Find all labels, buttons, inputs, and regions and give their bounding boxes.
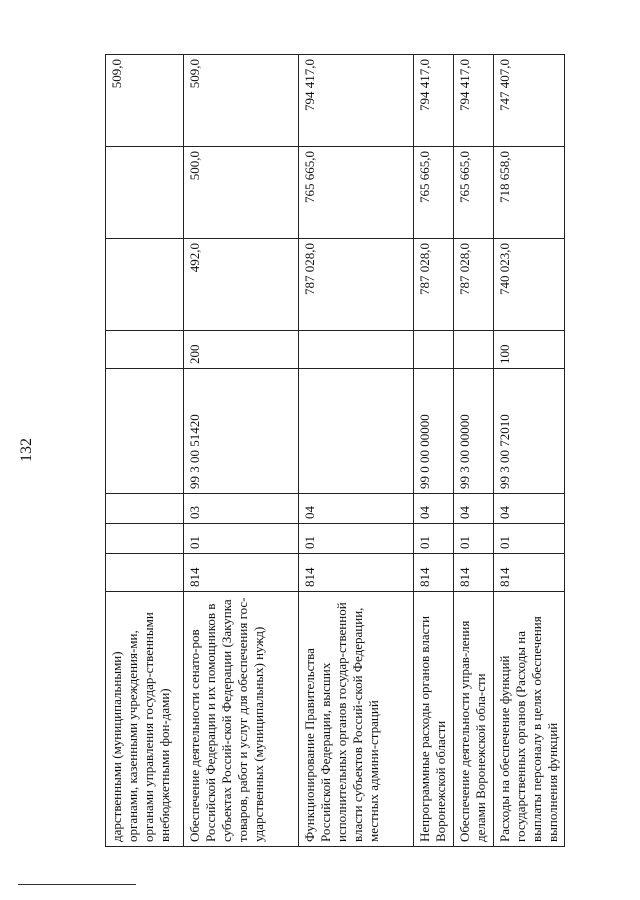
amount-year-1: 492,0 xyxy=(184,239,299,331)
footer-rule xyxy=(18,884,136,885)
target-article-code: 99 3 00 00000 xyxy=(454,369,494,494)
page-number: 132 xyxy=(18,438,35,462)
row-name: Непрограммные расходы органов власти Воронежской области xyxy=(414,592,454,847)
target-article-code xyxy=(299,369,414,494)
amount-year-2: 765 665,0 xyxy=(454,147,494,239)
expense-type-code: 100 xyxy=(494,331,565,369)
subsection-code: 04 xyxy=(454,494,494,524)
amount-year-1: 787 028,0 xyxy=(299,239,414,331)
target-article-code: 99 3 00 51420 xyxy=(184,369,299,494)
expense-type-code xyxy=(454,331,494,369)
row-name: дарственными (муниципальными) органами, казенными учреждения-ми, органами управления государ-ственными внебюджетными фон-дами) xyxy=(106,592,184,847)
table-row xyxy=(494,55,565,847)
ved-code xyxy=(106,554,184,592)
ved-code: 814 xyxy=(494,554,565,592)
amount-year-2: 718 658,0 xyxy=(494,147,565,239)
subsection-code: 04 xyxy=(414,494,454,524)
section-code: 01 xyxy=(454,524,494,554)
section-code: 01 xyxy=(414,524,454,554)
expense-type-code: 200 xyxy=(184,331,299,369)
amount-year-3: 747 407,0 xyxy=(494,55,565,147)
amount-year-1 xyxy=(106,239,184,331)
subsection-code: 04 xyxy=(494,494,565,524)
amount-year-3: 794 417,0 xyxy=(454,55,494,147)
row-name: Обеспечение деятельности сенато-ров Российской Федерации и их помощников в субъектах Россий-ской Федерации (Закупка товаров, работ и услуг для обеспечения гос-ударственных (муниципальных) нужд) xyxy=(184,592,299,847)
row-name: Функционирование Правительства Российской Федерации, высших исполнительных органов государ-ственной власти субъектов Россий-ской Федерации, местных админи-страций xyxy=(299,592,414,847)
amount-year-3: 794 417,0 xyxy=(299,55,414,147)
row-name: Обеспечение деятельности управ-ления делами Воронежской обла-сти xyxy=(454,592,494,847)
amount-year-2 xyxy=(106,147,184,239)
target-article-code xyxy=(106,369,184,494)
ved-code: 814 xyxy=(184,554,299,592)
section-code: 01 xyxy=(494,524,565,554)
expense-type-code xyxy=(414,331,454,369)
rotated-page-content xyxy=(105,57,560,847)
subsection-code: 04 xyxy=(299,494,414,524)
budget-table xyxy=(105,54,565,847)
row-name: Расходы на обеспечение функций государственных органов (Расходы на выплаты персоналу в целях обеспечения выполнения функций xyxy=(494,592,565,847)
target-article-code: 99 0 00 00000 xyxy=(414,369,454,494)
section-code xyxy=(106,524,184,554)
amount-year-1: 787 028,0 xyxy=(454,239,494,331)
target-article-code: 99 3 00 72010 xyxy=(494,369,565,494)
ved-code: 814 xyxy=(454,554,494,592)
amount-year-3: 509,0 xyxy=(106,55,184,147)
table-row xyxy=(184,55,299,847)
amount-year-1: 787 028,0 xyxy=(414,239,454,331)
expense-type-code xyxy=(299,331,414,369)
amount-year-2: 500,0 xyxy=(184,147,299,239)
amount-year-3: 509,0 xyxy=(184,55,299,147)
ved-code: 814 xyxy=(414,554,454,592)
amount-year-3: 794 417,0 xyxy=(414,55,454,147)
ved-code: 814 xyxy=(299,554,414,592)
section-code: 01 xyxy=(184,524,299,554)
section-code: 01 xyxy=(299,524,414,554)
table-row xyxy=(106,55,184,847)
subsection-code: 03 xyxy=(184,494,299,524)
expense-type-code xyxy=(106,331,184,369)
table-row xyxy=(454,55,494,847)
amount-year-2: 765 665,0 xyxy=(414,147,454,239)
subsection-code xyxy=(106,494,184,524)
budget-table-area xyxy=(105,57,560,847)
amount-year-2: 765 665,0 xyxy=(299,147,414,239)
table-row xyxy=(414,55,454,847)
amount-year-1: 740 023,0 xyxy=(494,239,565,331)
table-row xyxy=(299,55,414,847)
